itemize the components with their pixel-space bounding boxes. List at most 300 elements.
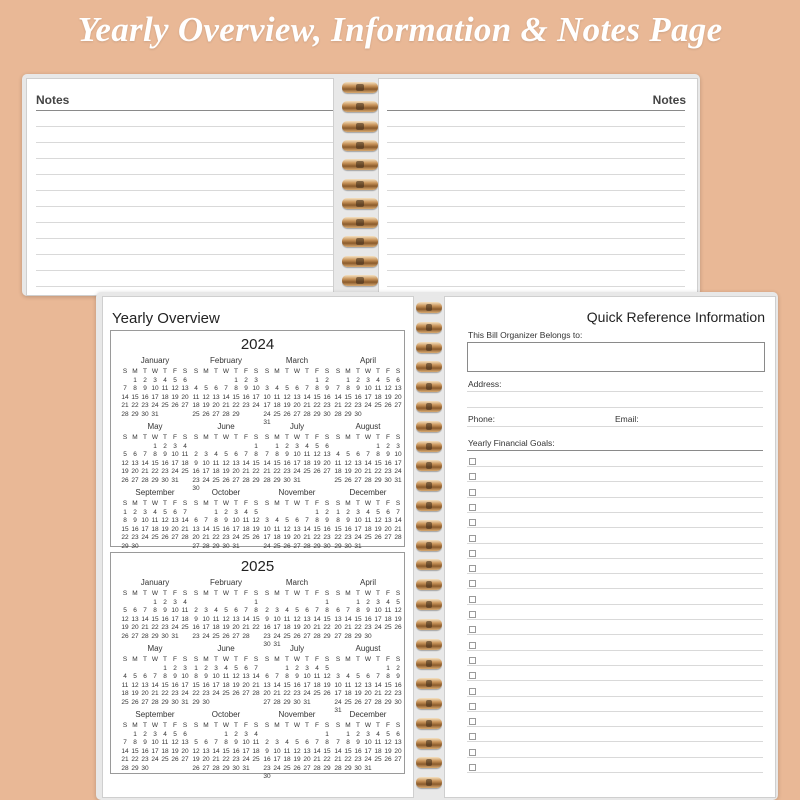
- weekday-header: T: [305, 590, 309, 597]
- day-cell: 17: [263, 402, 271, 409]
- day-cell: 9: [143, 385, 147, 392]
- day-cell: 21: [141, 624, 149, 631]
- day-cell: [333, 377, 343, 386]
- goal-checkbox[interactable]: [469, 688, 476, 695]
- weekday-header: T: [163, 656, 167, 663]
- day-cell: 21: [303, 402, 311, 409]
- day-cell: 19: [354, 690, 362, 697]
- day-cell: 29: [384, 698, 392, 706]
- day-cell: 24: [151, 756, 159, 763]
- month-calendar-may: [120, 422, 190, 485]
- day-cell: 19: [394, 615, 402, 623]
- month-name: July: [289, 644, 305, 653]
- day-cell: 25: [283, 764, 291, 772]
- weekday-header: W: [364, 722, 372, 729]
- day-cell: 12: [313, 451, 321, 458]
- day-cell: [130, 599, 140, 608]
- weekday-header: M: [274, 722, 280, 729]
- day-cell: 6: [396, 730, 400, 738]
- goal-checkbox[interactable]: [469, 733, 476, 740]
- day-cell: 22: [344, 756, 352, 763]
- day-cell: [333, 665, 343, 674]
- goal-checkbox[interactable]: [469, 642, 476, 649]
- goal-line: [467, 757, 763, 758]
- month-calendar-september: [120, 488, 190, 551]
- day-cell: 29: [374, 476, 382, 484]
- day-cell: [262, 599, 272, 608]
- spiral-ring: [416, 579, 442, 590]
- day-cell: 7: [204, 517, 208, 524]
- weekday-header: S: [253, 722, 259, 729]
- month-name: August: [355, 644, 381, 653]
- day-cell: 29: [273, 476, 281, 484]
- day-cell: 9: [356, 385, 360, 392]
- day-cell: 14: [141, 615, 149, 623]
- day-cell: 7: [265, 451, 269, 458]
- day-cell: 23: [394, 690, 402, 697]
- month-name: February: [209, 356, 242, 365]
- weekday-header: F: [173, 590, 177, 597]
- day-cell: 16: [192, 624, 200, 631]
- goal-checkbox[interactable]: [469, 749, 476, 756]
- day-cell: 8: [336, 517, 340, 524]
- day-cell: 18: [273, 402, 281, 409]
- weekday-header: M: [132, 500, 138, 507]
- weekday-header: F: [173, 368, 177, 375]
- day-cell: [120, 731, 130, 740]
- month-name: May: [147, 644, 163, 653]
- day-cell: 24: [242, 756, 250, 763]
- goal-checkbox[interactable]: [469, 504, 476, 511]
- day-cell: 24: [202, 632, 210, 640]
- day-cell: 19: [283, 534, 291, 541]
- day-cell: [241, 443, 251, 452]
- day-cell: 5: [346, 451, 350, 458]
- day-cell: 2: [265, 739, 269, 746]
- day-cell: 22: [192, 690, 200, 697]
- day-cell: 8: [224, 739, 228, 746]
- day-cell: 2: [386, 442, 390, 450]
- day-cell: [120, 443, 130, 452]
- weekday-header: T: [305, 656, 309, 663]
- weekday-header: S: [122, 434, 128, 441]
- weekday-header: S: [395, 434, 401, 441]
- spiral-ring: [416, 658, 442, 669]
- day-cell: 16: [283, 459, 291, 467]
- day-cell: 16: [263, 624, 271, 631]
- day-cell: 17: [181, 681, 189, 689]
- day-cell: [120, 377, 130, 386]
- day-cell: 26: [192, 764, 200, 772]
- month-grid: [120, 434, 190, 485]
- goal-checkbox[interactable]: [469, 565, 476, 572]
- day-cell: 25: [364, 534, 372, 541]
- day-cell: [221, 599, 231, 608]
- day-cell: 30: [171, 698, 179, 706]
- day-cell: 14: [121, 393, 129, 401]
- goal-checkbox[interactable]: [469, 489, 476, 496]
- notes-title-left: Notes: [36, 93, 70, 107]
- ruled-line: [387, 206, 685, 207]
- day-cell: 21: [394, 525, 402, 533]
- day-cell: 23: [202, 690, 210, 697]
- day-cell: 28: [374, 698, 382, 706]
- month-name: December: [349, 710, 387, 719]
- day-cell: 25: [374, 402, 382, 409]
- ruled-line: [387, 254, 685, 255]
- day-cell: 5: [356, 673, 360, 680]
- day-cell: [191, 377, 201, 386]
- day-cell: 7: [244, 451, 248, 458]
- weekday-header: W: [222, 368, 230, 375]
- month-grid: [191, 368, 261, 419]
- month-name: September: [135, 710, 175, 719]
- day-cell: 10: [232, 517, 240, 524]
- goal-checkbox[interactable]: [469, 764, 476, 771]
- day-cell: 8: [214, 517, 218, 524]
- day-cell: 11: [181, 607, 189, 614]
- month-name: January: [140, 356, 170, 365]
- day-cell: 3: [183, 664, 187, 672]
- month-name: February: [209, 578, 242, 587]
- day-cell: 17: [141, 525, 149, 533]
- day-cell: 29: [131, 764, 139, 772]
- weekday-header: S: [253, 656, 259, 663]
- day-cell: 21: [334, 756, 342, 763]
- day-cell: 25: [273, 542, 281, 550]
- day-cell: 24: [273, 764, 281, 772]
- day-cell: 25: [181, 624, 189, 631]
- day-cell: 6: [234, 451, 238, 458]
- day-cell: 22: [273, 468, 281, 475]
- day-cell: 13: [202, 747, 210, 755]
- day-cell: 8: [163, 673, 167, 680]
- weekday-header: S: [193, 590, 199, 597]
- month-calendar-june: [191, 422, 261, 494]
- day-cell: 29: [252, 476, 260, 484]
- day-cell: 16: [161, 615, 169, 623]
- day-cell: 30: [323, 542, 331, 550]
- day-cell: 5: [325, 664, 329, 672]
- weekday-header: S: [264, 434, 270, 441]
- day-cell: 21: [242, 624, 250, 631]
- day-cell: 3: [204, 451, 208, 458]
- day-cell: [221, 377, 231, 386]
- goal-checkbox[interactable]: [469, 672, 476, 679]
- day-cell: 8: [356, 607, 360, 614]
- month-name: September: [135, 488, 175, 497]
- day-cell: [150, 765, 160, 774]
- day-cell: 4: [315, 664, 319, 672]
- weekday-header: S: [253, 368, 259, 375]
- goal-checkbox[interactable]: [469, 535, 476, 542]
- spiral-ring: [416, 619, 442, 630]
- goal-checkbox[interactable]: [469, 657, 476, 664]
- day-cell: 20: [202, 756, 210, 763]
- day-cell: 31: [171, 476, 179, 484]
- spiral-ring: [416, 460, 442, 471]
- month-grid: [191, 590, 261, 641]
- day-cell: [272, 773, 282, 782]
- weekday-header: W: [364, 500, 372, 507]
- goal-checkbox[interactable]: [469, 626, 476, 633]
- spiral-ring: [342, 159, 378, 170]
- day-cell: 22: [151, 624, 159, 631]
- day-cell: 5: [224, 451, 228, 458]
- day-cell: 13: [131, 459, 139, 467]
- belongs-to-box: [467, 342, 765, 372]
- day-cell: 28: [181, 534, 189, 541]
- weekday-header: F: [386, 656, 390, 663]
- day-cell: 28: [334, 764, 342, 772]
- weekday-header: T: [305, 500, 309, 507]
- day-cell: 14: [202, 525, 210, 533]
- weekday-header: S: [335, 590, 341, 597]
- day-cell: 11: [161, 739, 169, 746]
- day-cell: 19: [121, 624, 129, 631]
- goal-line: [467, 543, 763, 544]
- weekday-header: F: [244, 368, 248, 375]
- day-cell: 29: [232, 410, 240, 418]
- day-cell: 14: [242, 615, 250, 623]
- day-cell: 14: [181, 517, 189, 524]
- goal-checkbox[interactable]: [469, 519, 476, 526]
- goal-checkbox[interactable]: [469, 611, 476, 618]
- weekday-header: S: [253, 434, 259, 441]
- day-cell: 21: [252, 681, 260, 689]
- day-cell: [211, 443, 221, 452]
- day-cell: 31: [171, 632, 179, 640]
- day-cell: [302, 773, 312, 782]
- month-name: November: [278, 710, 316, 719]
- day-cell: 30: [131, 542, 139, 550]
- month-grid: [333, 368, 403, 419]
- weekday-header: T: [214, 500, 218, 507]
- day-cell: 6: [143, 673, 147, 680]
- weekday-header: F: [315, 590, 319, 597]
- day-cell: [170, 411, 180, 420]
- weekday-header: S: [395, 368, 401, 375]
- day-cell: 1: [133, 730, 137, 738]
- notes-page-left: [26, 78, 334, 296]
- day-cell: 7: [376, 673, 380, 680]
- day-cell: 9: [325, 385, 329, 392]
- goal-checkbox[interactable]: [469, 458, 476, 465]
- weekday-header: S: [182, 368, 188, 375]
- day-cell: 28: [273, 698, 281, 706]
- day-cell: [322, 477, 332, 486]
- goal-checkbox[interactable]: [469, 703, 476, 710]
- day-cell: 9: [366, 607, 370, 614]
- ruled-line: [387, 222, 685, 223]
- day-cell: 20: [303, 756, 311, 763]
- day-cell: 11: [121, 681, 129, 689]
- day-cell: 23: [354, 756, 362, 763]
- spiral-ring: [342, 101, 378, 112]
- day-cell: 19: [232, 681, 240, 689]
- goal-checkbox[interactable]: [469, 596, 476, 603]
- day-cell: 12: [192, 747, 200, 755]
- weekday-header: T: [285, 590, 289, 597]
- day-cell: [393, 411, 403, 420]
- day-cell: [333, 443, 343, 452]
- day-cell: 8: [254, 451, 258, 458]
- month-calendar-may: [120, 644, 190, 707]
- weekday-header: S: [253, 500, 259, 507]
- day-cell: 17: [394, 459, 402, 467]
- goal-checkbox[interactable]: [469, 580, 476, 587]
- weekday-header: M: [132, 722, 138, 729]
- day-cell: 3: [336, 673, 340, 680]
- day-cell: 20: [171, 525, 179, 533]
- day-cell: [140, 543, 150, 552]
- day-cell: 30: [354, 410, 362, 418]
- day-cell: 27: [202, 764, 210, 772]
- weekday-header: S: [324, 656, 330, 663]
- day-cell: 28: [242, 476, 250, 484]
- day-cell: 17: [232, 525, 240, 533]
- day-cell: 9: [386, 451, 390, 458]
- day-cell: 13: [384, 517, 392, 524]
- overview-spiral-binding: [416, 298, 442, 796]
- month-name: May: [147, 422, 163, 431]
- day-cell: 24: [334, 698, 342, 706]
- day-cell: 20: [384, 525, 392, 533]
- day-cell: 23: [263, 632, 271, 640]
- day-cell: [221, 699, 231, 708]
- weekday-header: F: [315, 656, 319, 663]
- day-cell: 22: [131, 756, 139, 763]
- day-cell: 28: [242, 632, 250, 640]
- month-grid: [191, 434, 261, 494]
- weekday-header: W: [364, 434, 372, 441]
- month-calendar-february: [191, 578, 261, 641]
- day-cell: 22: [151, 468, 159, 475]
- goal-line: [467, 696, 763, 697]
- day-cell: 19: [171, 747, 179, 755]
- day-cell: 26: [293, 764, 301, 772]
- goal-checkbox[interactable]: [469, 473, 476, 480]
- day-cell: 2: [285, 442, 289, 450]
- day-cell: 30: [263, 773, 271, 780]
- weekday-header: M: [132, 368, 138, 375]
- day-cell: 12: [354, 681, 362, 689]
- goal-checkbox[interactable]: [469, 550, 476, 557]
- month-calendar-january: [120, 356, 190, 419]
- weekday-header: T: [285, 722, 289, 729]
- day-cell: 16: [232, 747, 240, 755]
- day-cell: 3: [153, 376, 157, 384]
- weekday-header: S: [182, 434, 188, 441]
- ruled-line: [36, 110, 333, 111]
- day-cell: [201, 377, 211, 386]
- weekday-header: M: [345, 722, 351, 729]
- day-cell: 23: [141, 756, 149, 763]
- weekday-header: F: [173, 434, 177, 441]
- day-cell: 5: [224, 607, 228, 614]
- day-cell: [140, 599, 150, 608]
- weekday-header: S: [182, 500, 188, 507]
- goal-line: [467, 588, 763, 589]
- weekday-header: M: [345, 368, 351, 375]
- day-cell: 22: [334, 534, 342, 541]
- day-cell: 13: [232, 615, 240, 623]
- day-cell: 1: [153, 598, 157, 606]
- day-cell: 22: [313, 534, 321, 541]
- day-cell: [262, 377, 272, 386]
- day-cell: 26: [131, 698, 139, 706]
- day-cell: 9: [194, 459, 198, 467]
- day-cell: 16: [192, 468, 200, 475]
- day-cell: 2: [366, 598, 370, 606]
- day-cell: [262, 509, 272, 518]
- day-cell: 31: [303, 698, 311, 706]
- day-cell: 13: [394, 385, 402, 392]
- ruled-line: [36, 286, 333, 287]
- day-cell: 19: [344, 468, 352, 475]
- weekday-header: M: [203, 500, 209, 507]
- day-cell: 14: [212, 747, 220, 755]
- day-cell: 14: [263, 459, 271, 467]
- day-cell: 25: [334, 476, 342, 484]
- day-cell: 17: [151, 747, 159, 755]
- month-grid: [120, 656, 190, 707]
- day-cell: 23: [242, 402, 250, 409]
- day-cell: 20: [394, 747, 402, 755]
- day-cell: 30: [263, 641, 271, 648]
- day-cell: 16: [222, 525, 230, 533]
- day-cell: 6: [133, 451, 137, 458]
- weekday-header: M: [274, 368, 280, 375]
- day-cell: 6: [336, 607, 340, 614]
- day-cell: 7: [275, 673, 279, 680]
- day-cell: [373, 411, 383, 420]
- spiral-ring: [416, 520, 442, 531]
- day-cell: 11: [192, 393, 200, 401]
- day-cell: [262, 665, 272, 674]
- day-cell: 15: [384, 681, 392, 689]
- day-cell: 21: [344, 624, 352, 631]
- day-cell: 11: [364, 517, 372, 524]
- day-cell: 15: [151, 459, 159, 467]
- day-cell: 4: [224, 664, 228, 672]
- day-cell: [373, 765, 383, 774]
- day-cell: 12: [384, 385, 392, 392]
- day-cell: 4: [285, 739, 289, 746]
- day-cell: 5: [123, 451, 127, 458]
- day-cell: [191, 731, 201, 740]
- day-cell: 1: [153, 442, 157, 450]
- day-cell: 7: [305, 517, 309, 524]
- day-cell: [211, 377, 221, 386]
- day-cell: 12: [171, 739, 179, 746]
- spiral-ring: [342, 179, 378, 190]
- day-cell: 21: [151, 690, 159, 697]
- day-cell: [272, 665, 282, 674]
- weekday-header: W: [222, 590, 230, 597]
- day-cell: 21: [141, 468, 149, 475]
- day-cell: 11: [212, 459, 220, 467]
- month-calendar-october: [191, 710, 261, 773]
- day-cell: 10: [263, 525, 271, 533]
- day-cell: 20: [303, 624, 311, 631]
- goal-checkbox[interactable]: [469, 718, 476, 725]
- day-cell: 21: [374, 690, 382, 697]
- weekday-header: S: [193, 368, 199, 375]
- day-cell: 6: [183, 376, 187, 384]
- day-cell: 25: [374, 756, 382, 763]
- day-cell: 19: [374, 525, 382, 533]
